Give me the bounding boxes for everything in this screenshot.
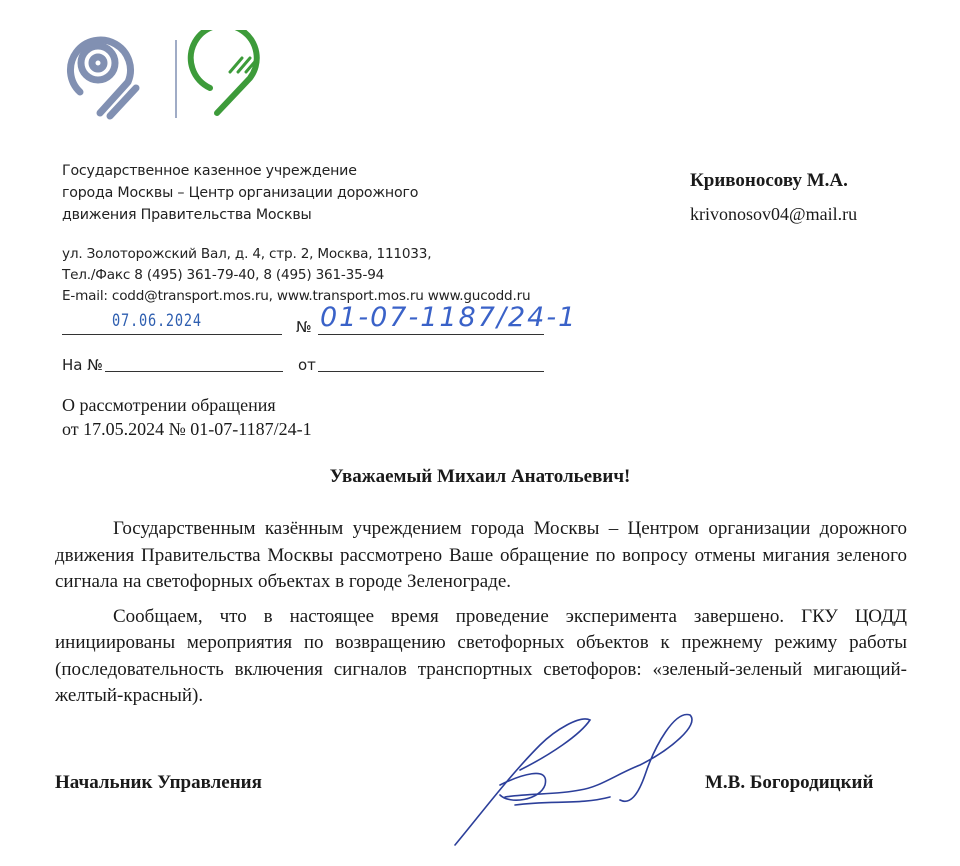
org-line: движения Правительства Москвы [62, 207, 312, 223]
email-line: E-mail: codd@transport.mos.ru, www.transport.mos.ru www.gucodd.ru [62, 288, 531, 304]
logo-blue-rings-icon [70, 40, 136, 116]
paragraph: Сообщаем, что в настоящее время проведение эксперимента завершено. ГКУ ЦОДД инициированы мероприятия по возвращению светофорных объектов к прежнему режиму работы (последовательность включения сигналов транспортных светофоров: «зеленый-зеленый мигающий-желтый-красный). [55, 605, 907, 706]
logo-green-pin-icon [191, 30, 258, 113]
subject-line: О рассмотрении обращения [62, 395, 276, 415]
phone-line: Тел./Факс 8 (495) 361-79-40, 8 (495) 361-35-94 [62, 267, 385, 283]
recipient-name: Кривоносову М.А. [690, 170, 848, 191]
subject [62, 393, 312, 441]
number-underline [318, 334, 544, 335]
date-stamp: 07.06.2024 [112, 311, 202, 331]
date-underline [62, 334, 282, 335]
registration-number: 01-07-1187/24-1 [320, 302, 578, 333]
handwritten-signature [440, 705, 710, 855]
signer-position: Начальник Управления [55, 772, 262, 793]
paragraph: Государственным казённым учреждением города Москвы – Центром организации дорожного движения Правительства Москвы рассмотрено Ваше обращение по вопросу отмены мигания зеленого сигнала на светофорных объектах в городе Зеленограде. [55, 518, 907, 592]
org-line: города Москвы – Центр организации дорожного [62, 185, 419, 201]
recipient-email: krivonosov04@mail.ru [690, 204, 858, 224]
logo [60, 30, 280, 120]
org-line: Государственное казенное учреждение [62, 163, 357, 179]
organization-contacts [62, 244, 530, 307]
letter-body [55, 516, 907, 710]
subject-line: от 17.05.2024 № 01-07-1187/24-1 [62, 419, 312, 439]
number-label: № [296, 318, 312, 336]
from-label: от [298, 356, 316, 374]
address-line: ул. Золоторожский Вал, д. 4, стр. 2, Москва, 111033, [62, 246, 432, 262]
organization-name [62, 160, 418, 226]
salutation: Уважаемый Михаил Анатольевич! [329, 466, 631, 487]
in-reply-underline [105, 371, 283, 372]
from-underline [318, 371, 544, 372]
signer-name: М.В. Богородицкий [705, 772, 874, 793]
in-reply-label: На № [62, 356, 103, 374]
